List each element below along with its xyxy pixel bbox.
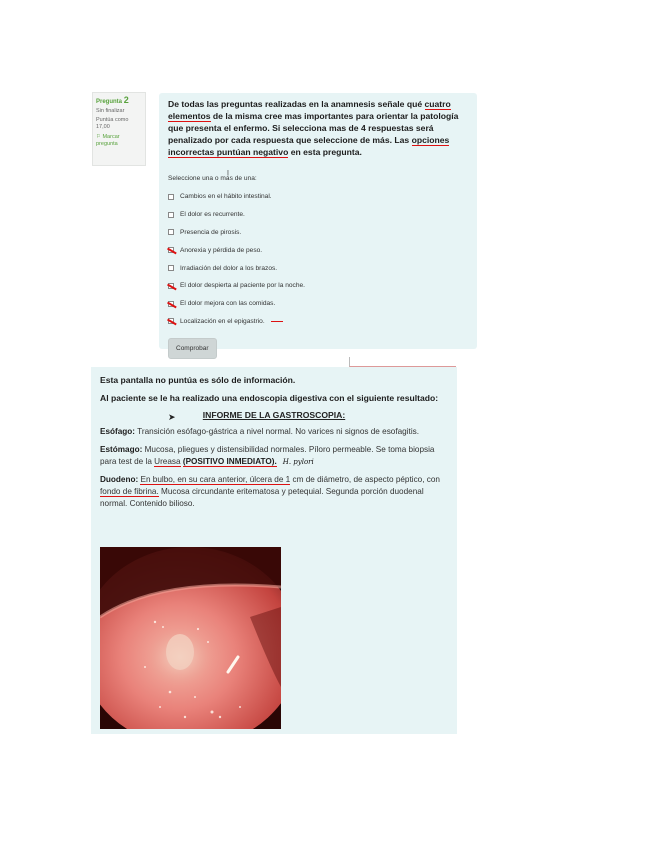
red-annotation-mark [271,321,283,323]
option-5[interactable]: Irradiación del dolor a los brazos. [168,259,468,277]
question-status: Sin finalizar [96,108,125,114]
option-8[interactable]: Localización en el epigastrio. [168,313,468,331]
estomago-paragraph: Estómago: Mucosa, pliegues y distensibilidad normales. Píloro permeable. Se toma biopsia para test de la Ureasa (POSITIVO INMEDIATO). H. pylori [100,445,435,466]
info-notice: Esta pantalla no puntúa es sólo de información. [100,375,296,385]
info-intro: Al paciente se le ha realizado una endoscopia digestiva con el siguiente resultado: [100,393,439,403]
option-3[interactable]: Presencia de pirosis. [168,224,468,242]
question-prompt: Seleccione una o más de una: [168,175,257,182]
option-1[interactable]: Cambios en el hábito intestinal. [168,188,468,206]
checkbox[interactable] [168,229,174,235]
text-cursor-icon: I [227,170,229,177]
esofago-paragraph: Esófago: Transición esófago-gástrica a nivel normal. No varices ni signos de esofagitis. [100,427,420,436]
question-number: Pregunta 2 [96,95,129,105]
question-info-panel [92,92,146,166]
duodeno-paragraph: Duodeno: En bulbo, en su cara anterior, úlcera de 1 cm de diámetro, de aspecto péptico, con fondo de fibrina. Mucosa circundante eritematosa y petequial. Segunda porción duodenal normal. Contenido bilioso. [100,475,440,508]
checkbox[interactable] [168,265,174,271]
checkbox-marked[interactable] [168,283,174,289]
handwritten-note: H. pylori [282,458,314,466]
flag-question-link[interactable]: ⚐ Marcar pregunta [96,134,120,147]
question-text: De todas las preguntas realizadas en la anamnesis señale qué cuatro elementos de la misma cree mas importantes para orientar la patología que presenta el enfermo. Si selecciona mas de 4 respuestas será penalizado por cada respuesta que seleccione de más. Las opciones incorrectas puntúan negativo en esta pregunta. [168,99,459,157]
mouse-pointer-icon: ➤ [168,412,176,422]
check-button[interactable]: Comprobar [168,338,217,359]
checkbox-marked[interactable] [168,318,174,324]
question-score: Puntúa como 17,00 [96,117,129,130]
option-2[interactable]: El dolor es recurrente. [168,206,468,224]
question-card [159,93,477,353]
checkbox-marked[interactable] [168,247,174,253]
report-title: INFORME DE LA GASTROSCOPIA: [202,410,346,420]
divider-line [349,357,456,367]
checkbox[interactable] [168,194,174,200]
endoscopy-image [100,547,281,729]
checkbox-marked[interactable] [168,301,174,307]
option-7[interactable]: El dolor mejora con las comidas. [168,295,468,313]
option-4[interactable]: Anorexia y pérdida de peso. [168,241,468,259]
option-6[interactable]: El dolor despierta al paciente por la noche. [168,277,468,295]
checkbox[interactable] [168,212,174,218]
